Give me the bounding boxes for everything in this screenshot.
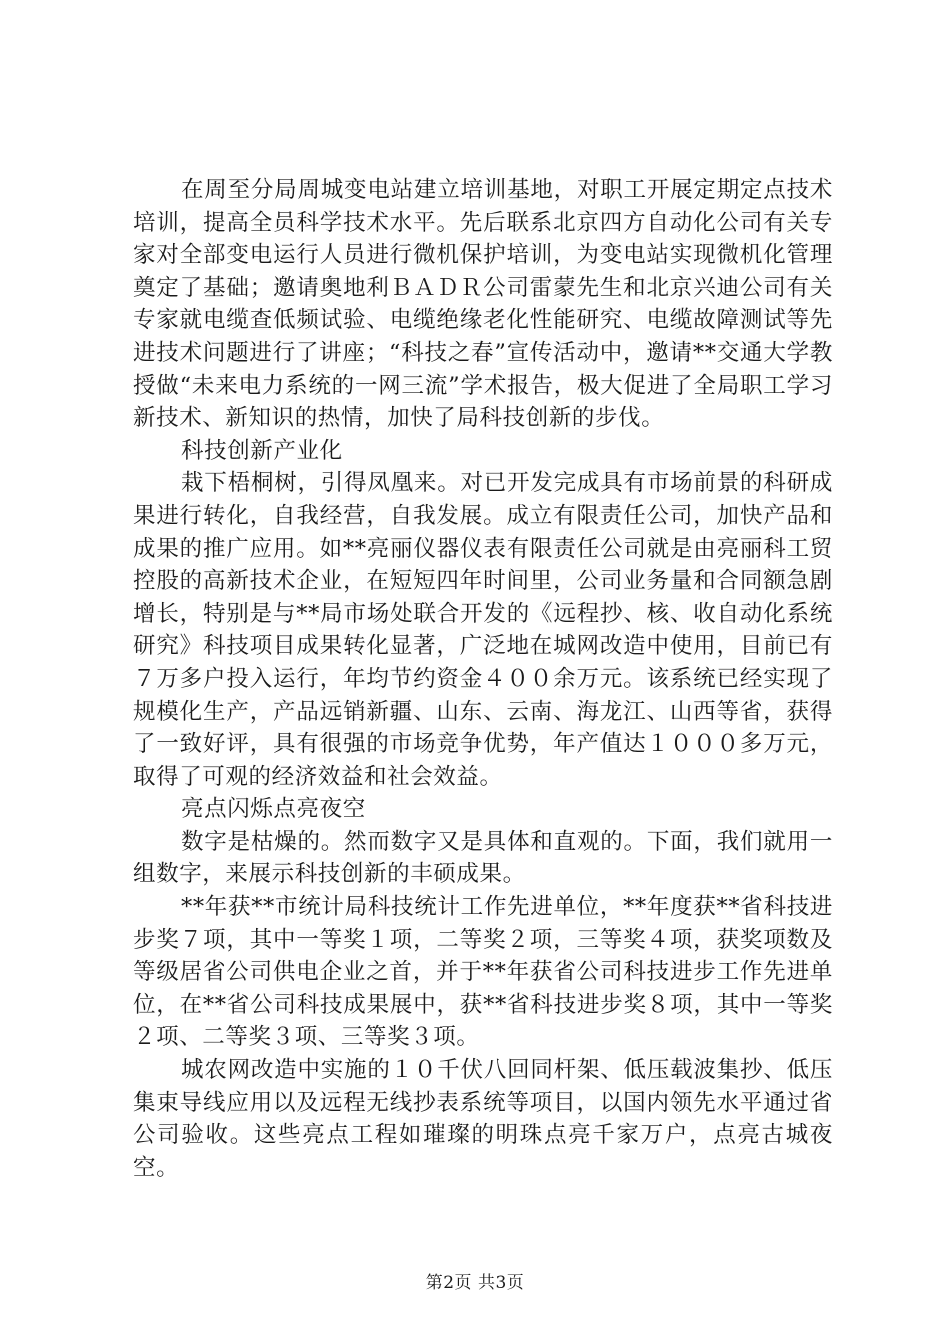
paragraph-grid-projects: 城农网改造中实施的１０千伏八回同杆架、低压载波集抄、低压集束导线应用以及远程无线抄表系统等项目，以国内领先水平通过省公司验收。这些亮点工程如璀璨的明珠点亮千家万户，点亮古城夜空。: [133, 1057, 833, 1181]
paragraph-industrialization: 栽下梧桐树，引得凤凰来。对已开发完成具有市场前景的科研成果进行转化，自我经营，自我发展。成立有限责任公司，加快产品和成果的推广应用。如**亮丽仪器仪表有限责任公司就是由亮丽科工贸控股的高新技术企业，在短短四年时间里，公司业务量和合同额急剧增长，特别是与**局市场处联合开发的《远程抄、核、收自动化系统研究》科技项目成果转化显著，广泛地在城网改造中使用，目前已有７万多户投入运行，年均节约资金４００余万元。该系统已经实现了规模化生产，产品远销新疆、山东、云南、海龙江、山西等省，获得了一致好评，具有很强的市场竞争优势，年产值达１０００多万元，取得了可观的经济效益和社会效益。: [133, 470, 833, 790]
section-heading-highlights: 亮点闪烁点亮夜空: [181, 796, 366, 823]
document-body: [133, 174, 833, 1184]
paragraph-numbers-intro: 数字是枯燥的。然而数字又是具体和直观的。下面，我们就用一组数字，来展示科技创新的丰硕成果。: [133, 828, 833, 888]
page-number-footer: 第2页 共3页: [425, 1273, 525, 1293]
section-heading-industrialization: 科技创新产业化: [181, 437, 343, 464]
paragraph-training: 在周至分局周城变电站建立培训基地，对职工开展定期定点技术培训，提高全员科学技术水平。先后联系北京四方自动化公司有关专家对全部变电运行人员进行微机保护培训，为变电站实现微机化管理奠定了基础；邀请奥地利ＢＡＤＲ公司雷蒙先生和北京兴迪公司有关专家就电缆查低频试验、电缆绝缘老化性能研究、电缆故障测试等先进技术问题进行了讲座；“科技之春”宣传活动中，邀请**交通大学教授做“未来电力系统的一网三流”学术报告，极大促进了全局职工学习新技术、新知识的热情，加快了局科技创新的步伐。: [133, 177, 833, 432]
paragraph-awards: **年获**市统计局科技统计工作先进单位，**年度获**省科技进步奖７项，其中一等奖１项，二等奖２项，三等奖４项，获奖项数及等级居省公司供电企业之首，并于**年获省公司科技进步工作先进单位，在**省公司科技成果展中，获**省科技进步奖８项，其中一等奖２项、二等奖３项、三等奖３项。: [133, 894, 833, 1051]
